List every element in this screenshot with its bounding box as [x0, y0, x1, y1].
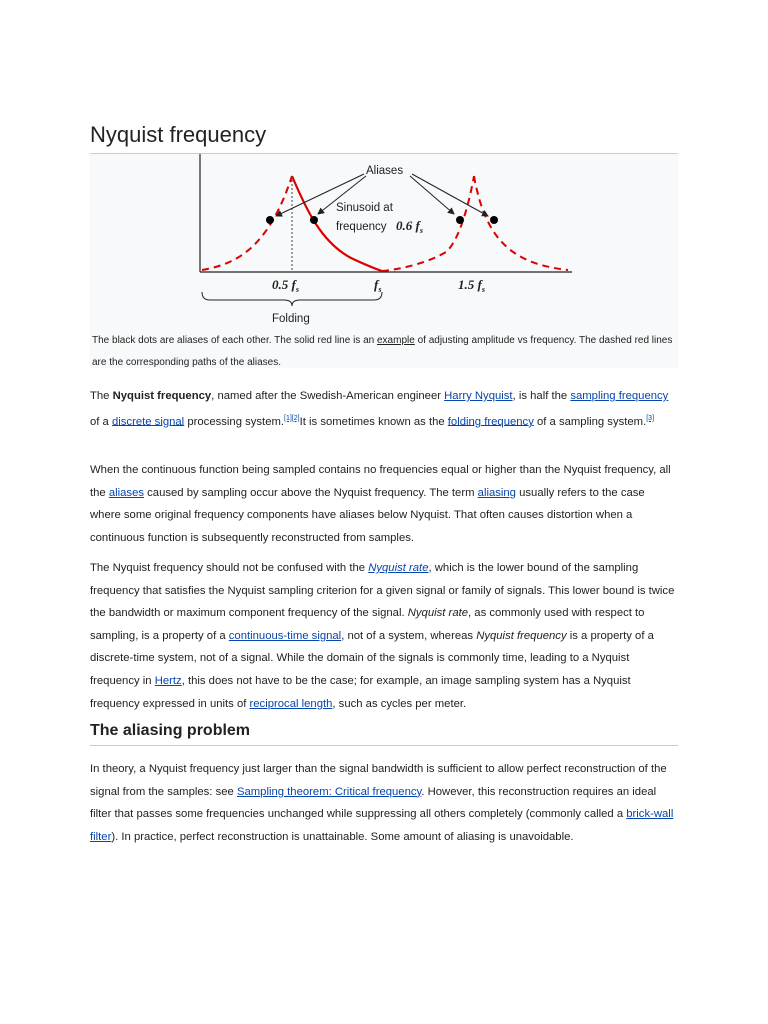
alias-arrow: [412, 174, 488, 216]
folding-label: Folding: [272, 313, 310, 325]
tick-label-one-and-half-fs: 1.5 $f_s$: [458, 277, 485, 294]
paragraph-nyquist-rate: The Nyquist frequency should not be confused with the Nyquist rate, which is the lower bound of the sampling frequency that satisfies the Nyquist sampling criterion for a given signal or family of signals. This lower bound is twice the bandwidth or maximum component frequency of the signal. Nyquist rate, as commonly used with respect to sampling, is a property of a continuous-time signal, not of a system, whereas Nyquist frequency is a property of a discrete-time system, not of a signal. While the domain of the signals is commonly time, leading to a Nyquist frequency in Hertz, this does not have to be the case; for example, an image sampling system has a Nyquist frequency expressed in units of reciprocal length, such as cycles per meter.: [90, 562, 675, 710]
sinusoid-label-line1: Sinusoid at: [336, 202, 393, 214]
paragraph-aliasing: When the continuous function being sampled contains no frequencies equal or higher than the Nyquist frequency, all the aliases caused by sampling occur above the Nyquist frequency. The term aliasing usually refers to the case where some original frequency components have aliases below Nyquist. That often causes distortion when a continuous function is subsequently reconstructed from samples.: [90, 464, 671, 544]
paragraph-aliasing-problem: In theory, a Nyquist frequency just larger than the signal bandwidth is sufficient to allow perfect reconstruction of the signal from the samples: see Sampling theorem: Critical frequency. However, this reconstruction requires an ideal filter that passes some frequencies unchanged while suppressing all others completely (commonly called a brick-wall filter). In practice, perfect reconstruction is unattainable. Some amount of aliasing is unavoidable.: [90, 763, 674, 843]
link-aliasing[interactable]: aliasing: [477, 486, 516, 499]
tick-label-fs: $f_s$: [374, 277, 382, 294]
aliasing-diagram: [196, 154, 574, 330]
link-reciprocal-length[interactable]: reciprocal length: [249, 697, 333, 710]
link-folding-frequency[interactable]: folding frequency: [447, 415, 534, 428]
link-harry-nyquist[interactable]: Harry Nyquist: [444, 390, 513, 402]
alias-dot: [310, 216, 318, 224]
page-title: Nyquist frequency: [90, 120, 678, 154]
alias-dot: [490, 216, 498, 224]
aliases-label: Aliases: [366, 165, 404, 177]
alias-dot: [266, 216, 274, 224]
link-continuous-time-signal[interactable]: continuous-time signal: [228, 629, 342, 642]
reference-1-2[interactable]: [1][2]: [284, 414, 300, 422]
paragraph-intro: The Nyquist frequency, named after the Swedish-American engineer Harry Nyquist, is half the sampling frequency of a discrete signal processing system.[1][2]It is sometimes known as the folding frequency of a sampling system.[3]: [90, 390, 669, 428]
section-heading-aliasing-problem: The aliasing problem: [90, 718, 678, 746]
figure: [90, 154, 678, 368]
alias-dot: [456, 216, 464, 224]
folding-brace: [202, 292, 382, 306]
sinusoid-math: 0.6 $f_s$: [396, 218, 423, 235]
alias-arrow: [410, 176, 454, 214]
sinusoid-label-line2: frequency: [336, 221, 387, 233]
term-nyquist-frequency: Nyquist frequency: [112, 390, 212, 402]
link-sampling-frequency[interactable]: sampling frequency: [570, 390, 669, 402]
tick-label-half-fs: 0.5 $f_s$: [272, 277, 299, 294]
link-discrete-signal[interactable]: discrete signal: [111, 415, 185, 428]
link-aliases[interactable]: aliases: [108, 486, 145, 499]
example-link[interactable]: example: [376, 335, 415, 346]
link-hertz[interactable]: Hertz: [154, 674, 182, 687]
dashed-alias-path-left: [202, 176, 292, 270]
link-brick-wall-filter[interactable]: brick-wall filter: [90, 808, 674, 843]
reference-3[interactable]: [3]: [646, 414, 655, 422]
link-nyquist-rate[interactable]: Nyquist rate: [368, 562, 429, 574]
dashed-alias-path-right: [474, 176, 568, 270]
figure-caption: The black dots are aliases of each other. The solid red line is an example of adjusting amplitude vs frequency. The dashed red lines are the corresponding paths of the aliases.: [92, 335, 673, 368]
link-sampling-theorem[interactable]: Sampling theorem: Critical frequency: [236, 785, 422, 798]
